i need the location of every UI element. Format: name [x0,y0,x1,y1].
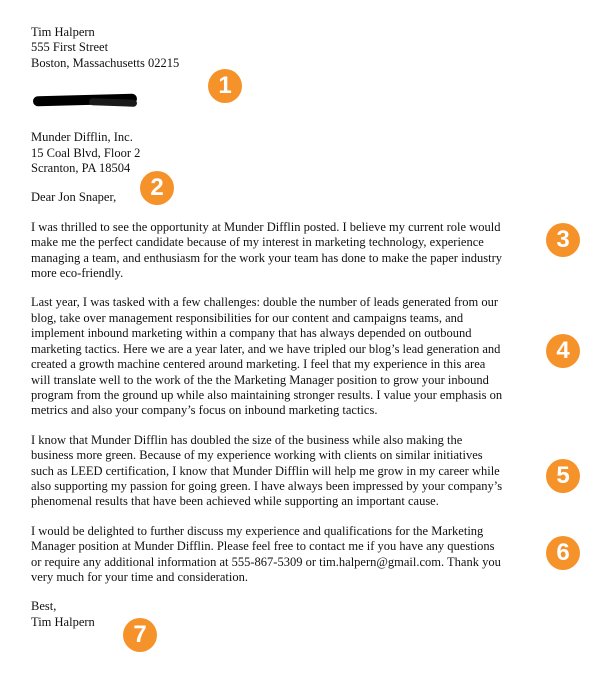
paragraph-line: blog, take over management responsibilities for our content and campaigns teams, and [31,310,464,325]
recipient-street: 15 Coal Blvd, Floor 2 [31,145,141,160]
paragraph-line: make me the perfect candidate because of my interest in marketing technology, experience [31,235,484,250]
paragraph-line: Last year, I was tasked with a few challenges: double the number of leads generated from our [31,295,499,310]
paragraph-line: phenomenal results that have been achieved while supporting an important cause. [31,494,439,509]
sender-name: Tim Halpern [31,25,95,39]
redacted-date [31,92,541,112]
number-badge-2: 2 [140,171,174,205]
paragraph-line: marketing tactics. Here we are a year later, and we have tripled our blog’s lead generation and [31,341,501,356]
paragraph-line: created a growth machine centered around marketing. I feel that my experience in this area [31,357,486,372]
paragraph-intro [31,220,541,282]
sender-street: 555 First Street [31,40,109,55]
paragraph-line: such as LEED certification, I know that Munder Difflin will help me grow in my career while [31,463,500,478]
paragraph-line: program from the ground up while also maintaining stronger results. I value your emphasis on [31,387,503,402]
paragraph-line: managing a team, and enthusiasm for the work your team has done to make the paper industry [31,250,503,265]
paragraph-closing [31,524,541,586]
paragraph-line: very much for your time and consideration. [31,569,248,584]
paragraph-line: I was thrilled to see the opportunity at Munder Difflin posted. I believe my current role would [31,219,501,234]
paragraph-line: metrics and also your company’s focus on inbound marketing tactics. [31,403,378,418]
recipient-city: Scranton, PA 18504 [31,161,131,176]
recipient-address [31,130,541,176]
paragraph-line: also supporting my passion for going green. I have always been impressed by your company’s [31,478,503,493]
salutation: Dear Jon Snaper, [31,190,117,205]
valediction: Best, [31,599,57,614]
number-badge-4: 4 [546,334,580,368]
sender-address [31,25,541,71]
recipient-company: Munder Difflin, Inc. [31,130,133,145]
number-badge-1: 1 [208,69,242,103]
number-badge-6: 6 [546,536,580,570]
sign-off [31,599,541,630]
paragraph-line: implement inbound marketing within a company that has always depended on outbound [31,326,472,341]
redaction-mark [89,98,137,107]
sender-city: Boston, Massachusetts 02215 [31,55,180,70]
cover-letter [31,25,541,630]
paragraph-line: more eco-friendly. [31,266,124,281]
number-badge-3: 3 [546,223,580,257]
paragraph-company-fit [31,433,541,510]
paragraph-line: or require any additional information at 555-867-5309 or tim.halpern@gmail.com. Thank you [31,554,501,569]
paragraph-line: I would be delighted to further discuss my experience and qualifications for the Marketing [31,523,484,538]
signature-name: Tim Halpern [31,614,95,629]
paragraph-line: business more green. Because of my experience working with clients on similar initiatives [31,448,483,463]
paragraph-line: I know that Munder Difflin has doubled the size of the business while also making the [31,432,463,447]
number-badge-7: 7 [123,618,157,652]
number-badge-5: 5 [546,459,580,493]
paragraph-line: will translate well to the work of the the Marketing Manager position to grow your inbound [31,372,489,387]
paragraph-experience [31,295,541,418]
paragraph-line: Manager position at Munder Difflin. Please feel free to contact me if you have any questions [31,539,495,554]
